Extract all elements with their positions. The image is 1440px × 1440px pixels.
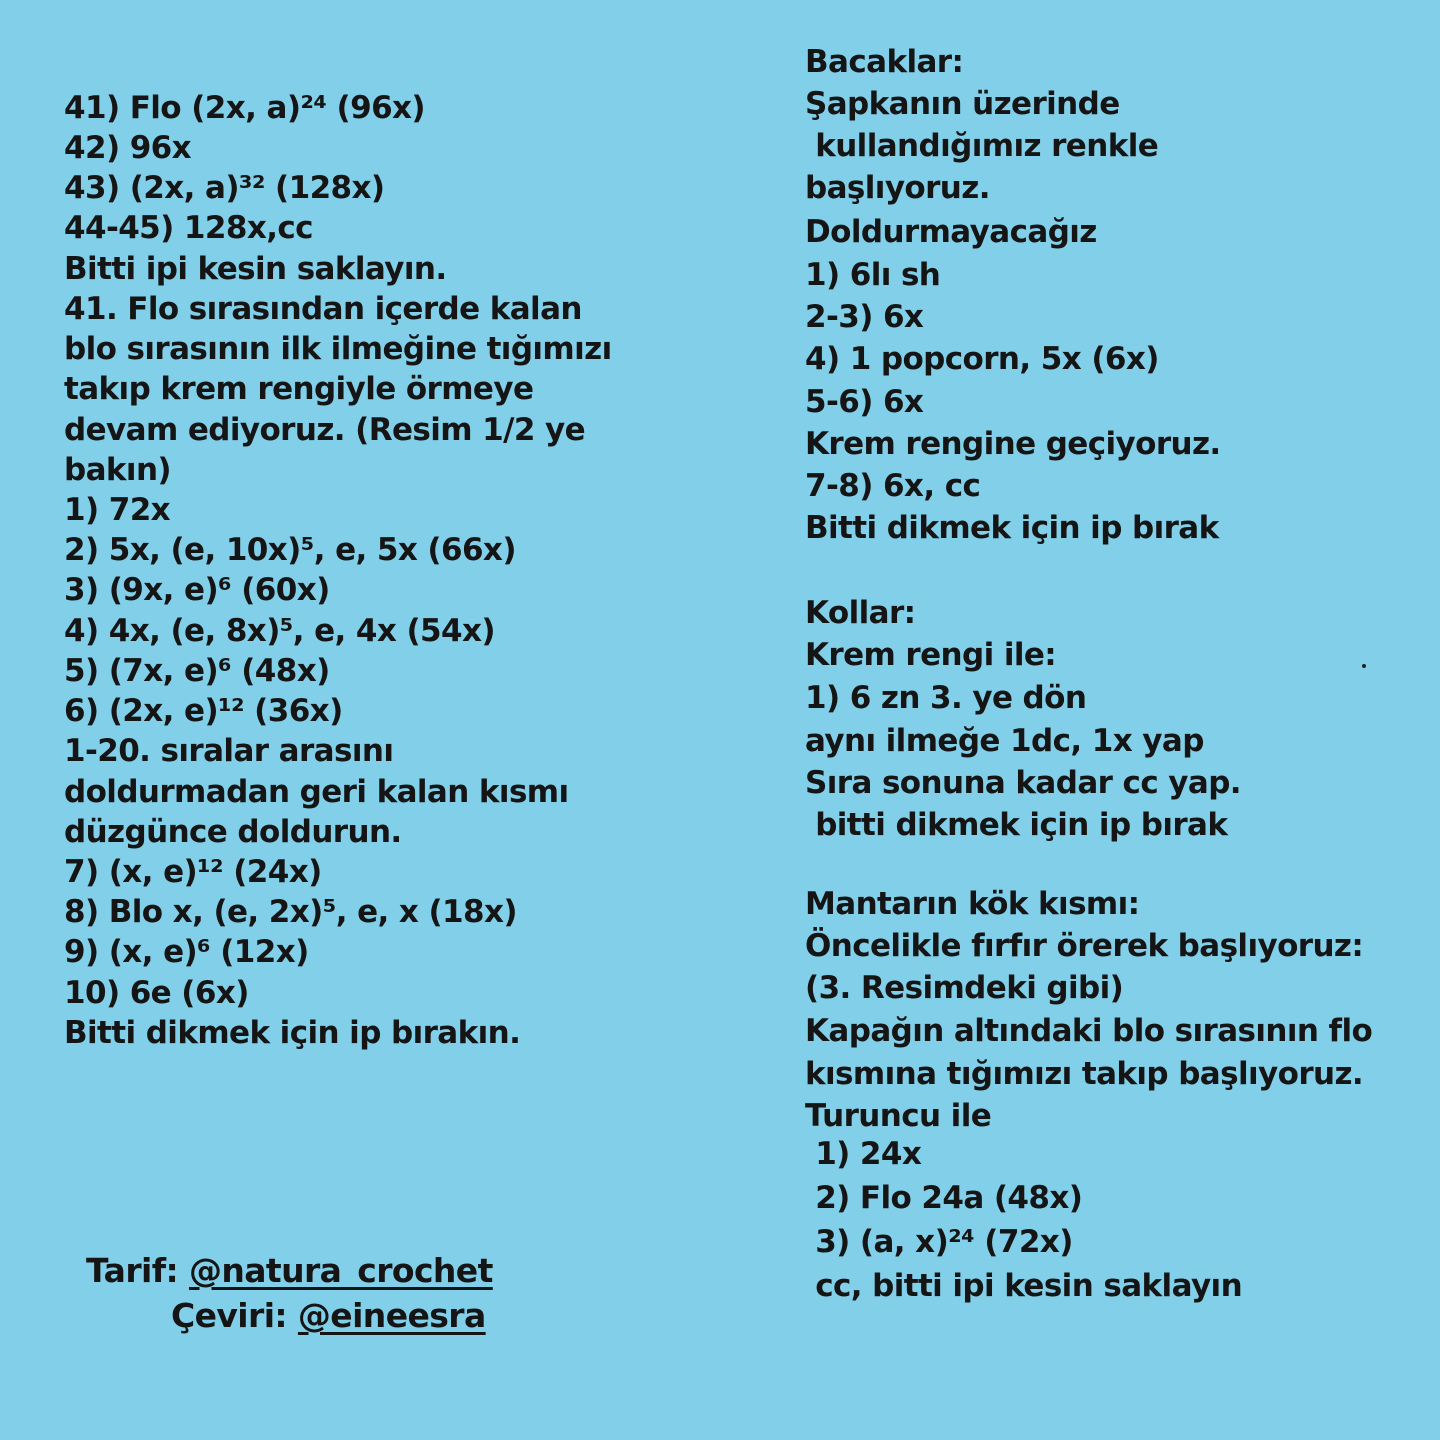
arms-heading: Kollar:	[805, 595, 916, 631]
right-line: 5-6) 6x	[805, 384, 924, 420]
right-line: 7-8) 6x, cc	[805, 468, 981, 504]
right-line: Şapkanın üzerinde	[805, 86, 1120, 122]
left-line: 5) (7x, e)⁶ (48x)	[64, 653, 330, 689]
left-line: 3) (9x, e)⁶ (60x)	[64, 572, 330, 608]
left-line: 43) (2x, a)³² (128x)	[64, 170, 385, 206]
legs-heading: Bacaklar:	[805, 44, 964, 80]
left-line: 7) (x, e)¹² (24x)	[64, 854, 322, 890]
recipe-credit-label: Tarif:	[86, 1251, 189, 1290]
left-line: 2) 5x, (e, 10x)⁵, e, 5x (66x)	[64, 532, 516, 568]
right-line: kullandığımız renkle	[805, 128, 1159, 164]
right-line: Krem rengi ile:	[805, 637, 1057, 673]
recipe-credit	[86, 1249, 493, 1293]
right-line: Sıra sonuna kadar cc yap.	[805, 765, 1241, 801]
left-line: 6) (2x, e)¹² (36x)	[64, 693, 343, 729]
left-line: Bitti dikmek için ip bırakın.	[64, 1015, 521, 1051]
translator-link[interactable]: @eineesra	[297, 1296, 486, 1335]
left-line: 42) 96x	[64, 130, 192, 166]
left-line: 4) 4x, (e, 8x)⁵, e, 4x (54x)	[64, 613, 495, 649]
right-line: 1) 6 zn 3. ye dön	[805, 680, 1087, 716]
left-line: 9) (x, e)⁶ (12x)	[64, 934, 309, 970]
left-line: düzgünce doldurun.	[64, 814, 402, 850]
translation-credit-label: Çeviri:	[171, 1296, 298, 1335]
stray-dot	[1362, 664, 1366, 668]
translation-credit	[171, 1294, 486, 1338]
right-line: Doldurmayacağız	[805, 214, 1097, 250]
right-line: (3. Resimdeki gibi)	[805, 970, 1124, 1006]
left-line: devam ediyoruz. (Resim 1/2 ye	[64, 412, 586, 448]
right-line: bitti dikmek için ip bırak	[805, 807, 1228, 843]
recipe-author-link[interactable]: @natura_crochet	[188, 1251, 493, 1290]
left-line: 1) 72x	[64, 492, 171, 528]
stem-heading: Mantarın kök kısmı:	[805, 886, 1140, 922]
right-line: 1) 24x	[805, 1136, 922, 1172]
left-line: 41) Flo (2x, a)²⁴ (96x)	[64, 90, 426, 126]
left-line: blo sırasının ilk ilmeğine tığımızı	[64, 331, 612, 367]
right-line: Turuncu ile	[805, 1098, 992, 1134]
left-line: Bitti ipi kesin saklayın.	[64, 251, 447, 287]
left-line: 8) Blo x, (e, 2x)⁵, e, x (18x)	[64, 894, 517, 930]
right-line: Öncelikle fırfır örerek başlıyoruz:	[805, 928, 1364, 964]
left-line: 10) 6e (6x)	[64, 975, 249, 1011]
right-line: Kapağın altındaki blo sırasının flo	[805, 1013, 1373, 1049]
right-line: 3) (a, x)²⁴ (72x)	[805, 1224, 1073, 1260]
right-line: 2-3) 6x	[805, 299, 924, 335]
right-line: kısmına tığımızı takıp başlıyoruz.	[805, 1056, 1364, 1092]
left-line: 1-20. sıralar arasını	[64, 733, 394, 769]
left-line: bakın)	[64, 452, 171, 488]
left-line: 41. Flo sırasından içerde kalan	[64, 291, 582, 327]
left-line: takıp krem rengiyle örmeye	[64, 371, 534, 407]
right-line: Krem rengine geçiyoruz.	[805, 426, 1221, 462]
right-line: 2) Flo 24a (48x)	[805, 1180, 1083, 1216]
right-line: aynı ilmeğe 1dc, 1x yap	[805, 723, 1204, 759]
left-line: doldurmadan geri kalan kısmı	[64, 774, 569, 810]
right-line: 1) 6lı sh	[805, 257, 941, 293]
right-line: 4) 1 popcorn, 5x (6x)	[805, 341, 1159, 377]
right-line: Bitti dikmek için ip bırak	[805, 510, 1219, 546]
right-line: başlıyoruz.	[805, 170, 990, 206]
right-line: cc, bitti ipi kesin saklayın	[805, 1268, 1243, 1304]
left-line: 44-45) 128x,cc	[64, 210, 313, 246]
